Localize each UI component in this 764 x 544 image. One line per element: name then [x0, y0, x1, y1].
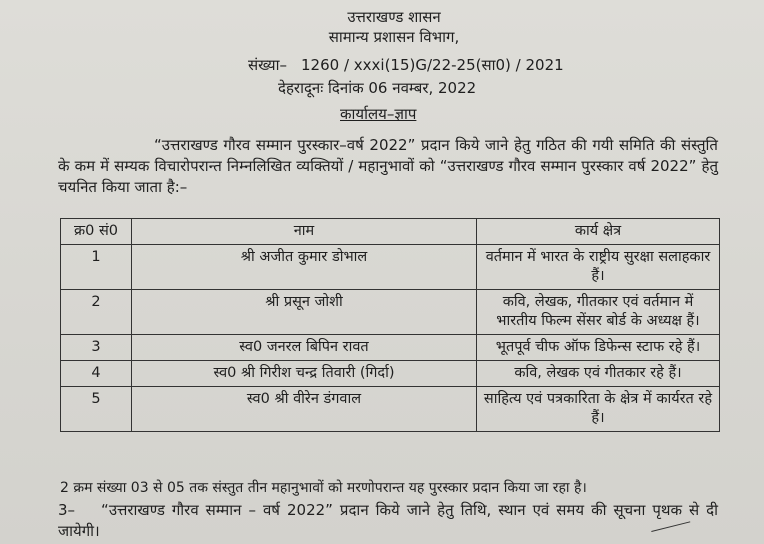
date-line: देहरादूनः दिनांक 06 नवम्बर, 2022: [278, 79, 477, 97]
row-field: साहित्य एवं पत्रकारिता के क्षेत्र में कार्यरत रहे हैं।: [477, 387, 720, 432]
row-name: श्री प्रसून जोशी: [132, 290, 477, 335]
posthumous-note: 2 क्रम संख्या 03 से 05 तक संस्तुत तीन महानुभावों को मरणोपरान्त यह पुरस्कार प्रदान किया जा रहा है।: [60, 480, 587, 496]
row-field: कवि, लेखक एवं गीतकार रहे हैं।: [477, 361, 720, 387]
paragraph-3: [58, 500, 718, 542]
row-name: स्व0 श्री वीरेन डंगवाल: [132, 387, 477, 432]
row-serial: 4: [61, 361, 132, 387]
department-header-line1: उत्तराखण्ड शासन: [347, 8, 441, 26]
reference-label: संख्या–: [248, 56, 288, 74]
table-row: [61, 290, 720, 335]
row-field: वर्तमान में भारत के राष्ट्रीय सुरक्षा सलाहकार हैं।: [477, 245, 720, 290]
row-name: स्व0 जनरल बिपिन रावत: [132, 335, 477, 361]
table-row: [61, 387, 720, 432]
row-field: भूतपूर्व चीफ ऑफ डिफेन्स स्टाफ रहे हैं।: [477, 335, 720, 361]
paragraph-3-number: 3–: [58, 501, 76, 519]
header-name: नाम: [132, 219, 477, 245]
reference-number: [248, 55, 578, 75]
table-row: [61, 245, 720, 290]
header-serial: क्र0 सं0: [61, 219, 132, 245]
row-serial: 5: [61, 387, 132, 432]
row-field: कवि, लेखक, गीतकार एवं वर्तमान में भारतीय फिल्म सेंसर बोर्ड के अध्यक्ष हैं।: [477, 290, 720, 335]
row-name: श्री अजीत कुमार डोभाल: [132, 245, 477, 290]
table-header-row: [61, 219, 720, 245]
department-header-line2: सामान्य प्रशासन विभाग,: [328, 28, 460, 46]
row-serial: 2: [61, 290, 132, 335]
header-field: कार्य क्षेत्र: [477, 219, 720, 245]
paragraph-3-text: “उत्तराखण्ड गौरव सम्मान – वर्ष 2022” प्रदान किये जाने हेतु तिथि, स्थान एवं समय की सूचना पृथक से दी जायेगी।: [58, 501, 718, 540]
intro-paragraph: “उत्तराखण्ड गौरव सम्मान पुरस्कार–वर्ष 2022” प्रदान किये जाने हेतु गठित की गयी समिति की संस्तुति के कम में सम्यक विचारोपरान्त निम्नलिखित व्यक्तियों / महानुभावों को “उत्तराखण्ड गौरव सम्मान पुरस्कार वर्ष 2022” हेतु चयनित किया जाता है:–: [58, 136, 718, 196]
row-serial: 1: [61, 245, 132, 290]
table-row: [61, 361, 720, 387]
row-name: स्व0 श्री गिरीश चन्द्र तिवारी (गिर्दा): [132, 361, 477, 387]
reference-value: 1260 / xxxi(15)G/22-25(सा0) / 2021: [301, 56, 564, 74]
awardees-table: [60, 218, 720, 432]
table-row: [61, 335, 720, 361]
row-serial: 3: [61, 335, 132, 361]
office-order-title: कार्यालय–ज्ञाप: [340, 105, 417, 123]
